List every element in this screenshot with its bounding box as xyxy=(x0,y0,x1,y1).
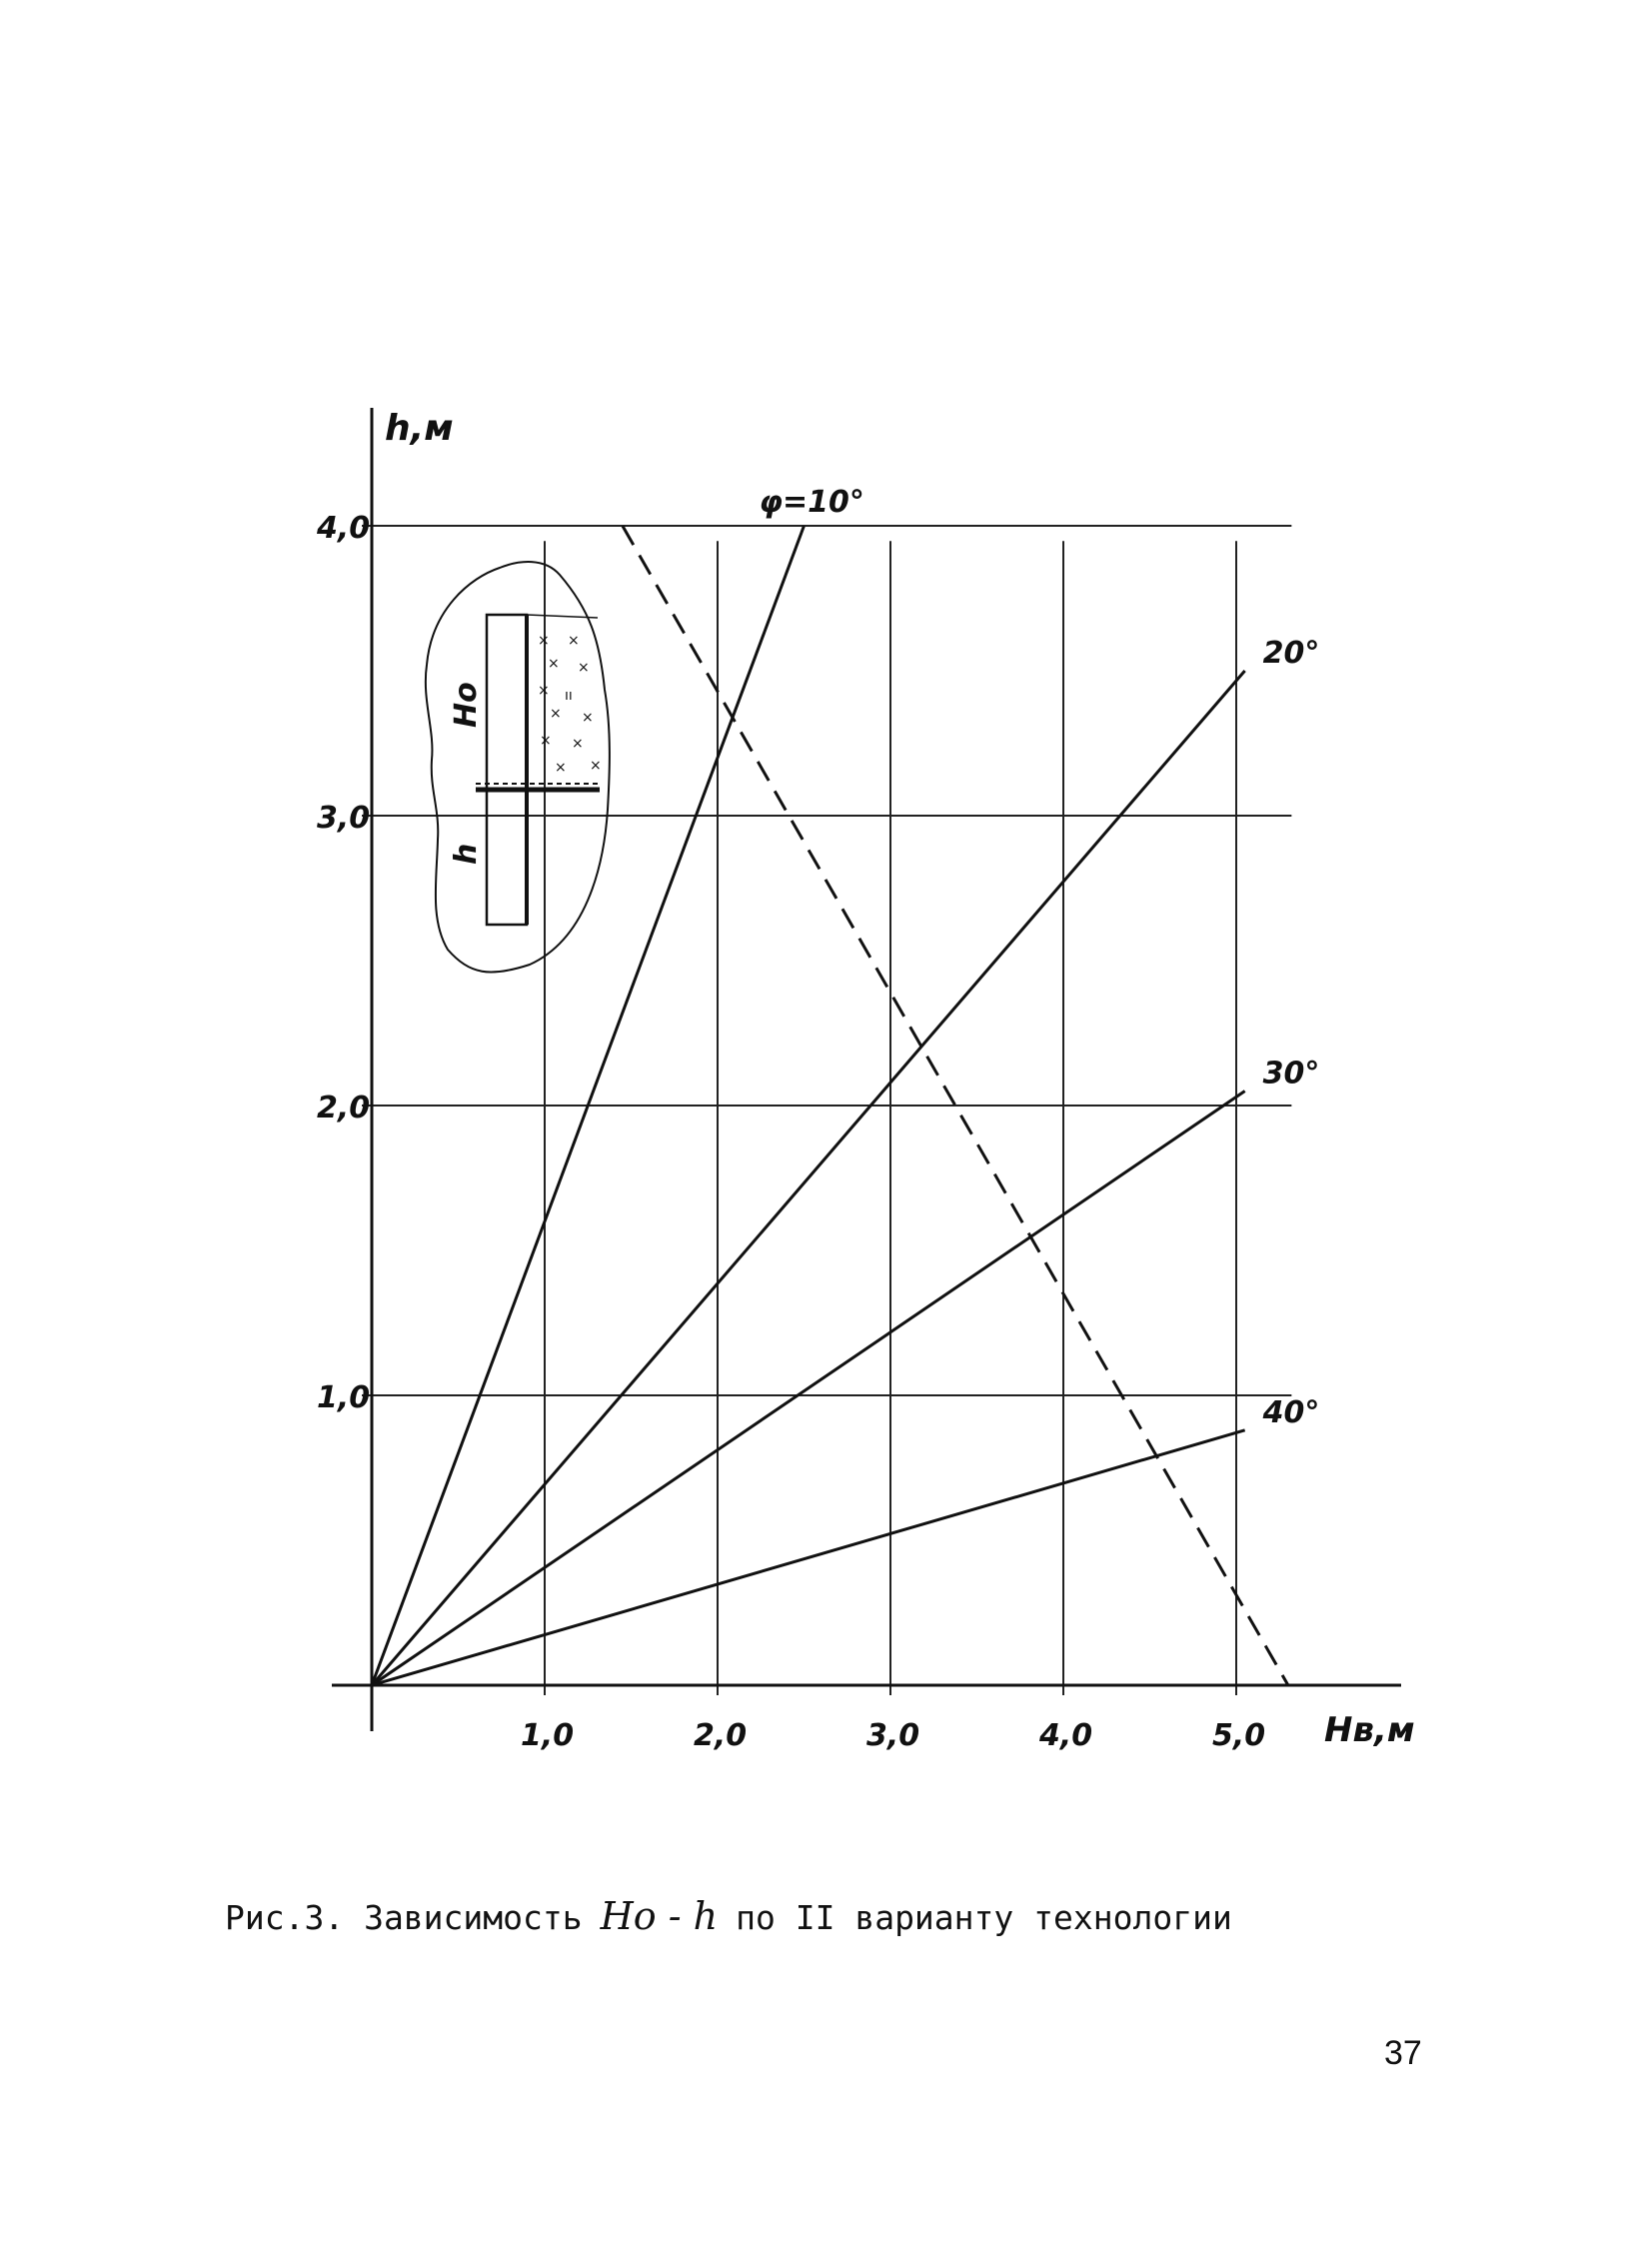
svg-text:×: × xyxy=(578,660,590,676)
series-label: φ=10° xyxy=(759,485,864,520)
y-tick-label: 4,0 xyxy=(317,511,371,546)
series-label: 30° xyxy=(1262,1056,1320,1092)
series-line-1 xyxy=(372,671,1245,1685)
inset-label-ho: Ho xyxy=(449,682,484,728)
series-line-3 xyxy=(372,1430,1245,1685)
svg-text:ıı: ıı xyxy=(565,688,573,704)
caption-formula: Hо - h xyxy=(600,1894,719,1938)
x-tick-label: 1,0 xyxy=(521,1718,575,1753)
svg-text:×: × xyxy=(538,683,550,699)
x-axis-label: Hв,м xyxy=(1324,1710,1415,1750)
x-tick-label: 4,0 xyxy=(1039,1718,1093,1753)
svg-text:×: × xyxy=(540,733,552,749)
inset-label-h: h xyxy=(449,843,484,865)
inset-diagram xyxy=(426,562,610,973)
y-axis-label: h,м xyxy=(385,408,454,449)
svg-text:×: × xyxy=(550,706,562,722)
caption-prefix: Рис.3. Зависимость xyxy=(225,1898,583,1937)
axes xyxy=(332,408,1401,1731)
inset-wall xyxy=(487,615,527,925)
svg-text:×: × xyxy=(572,736,584,752)
grid xyxy=(362,526,1291,1695)
series-label: 40° xyxy=(1262,1394,1320,1430)
y-tick-label: 3,0 xyxy=(317,801,371,836)
svg-text:×: × xyxy=(582,710,594,726)
svg-text:×: × xyxy=(548,656,560,672)
svg-text:×: × xyxy=(590,758,602,774)
page-number: 37 xyxy=(1384,2034,1422,2072)
x-tick-label: 3,0 xyxy=(866,1718,920,1753)
svg-text:×: × xyxy=(555,760,567,776)
svg-text:×: × xyxy=(538,633,550,649)
inset-outline xyxy=(426,562,610,973)
x-tick-label: 2,0 xyxy=(694,1718,748,1753)
inset-soil-dots xyxy=(538,633,602,776)
y-tick-label: 1,0 xyxy=(317,1380,371,1415)
series-label: 20° xyxy=(1262,636,1320,671)
y-tick-label: 2,0 xyxy=(317,1091,371,1125)
x-tick-label: 5,0 xyxy=(1212,1718,1266,1753)
figure-caption xyxy=(225,1894,1474,1938)
caption-suffix: по II варианту технологии xyxy=(736,1898,1232,1937)
svg-text:×: × xyxy=(568,633,580,649)
